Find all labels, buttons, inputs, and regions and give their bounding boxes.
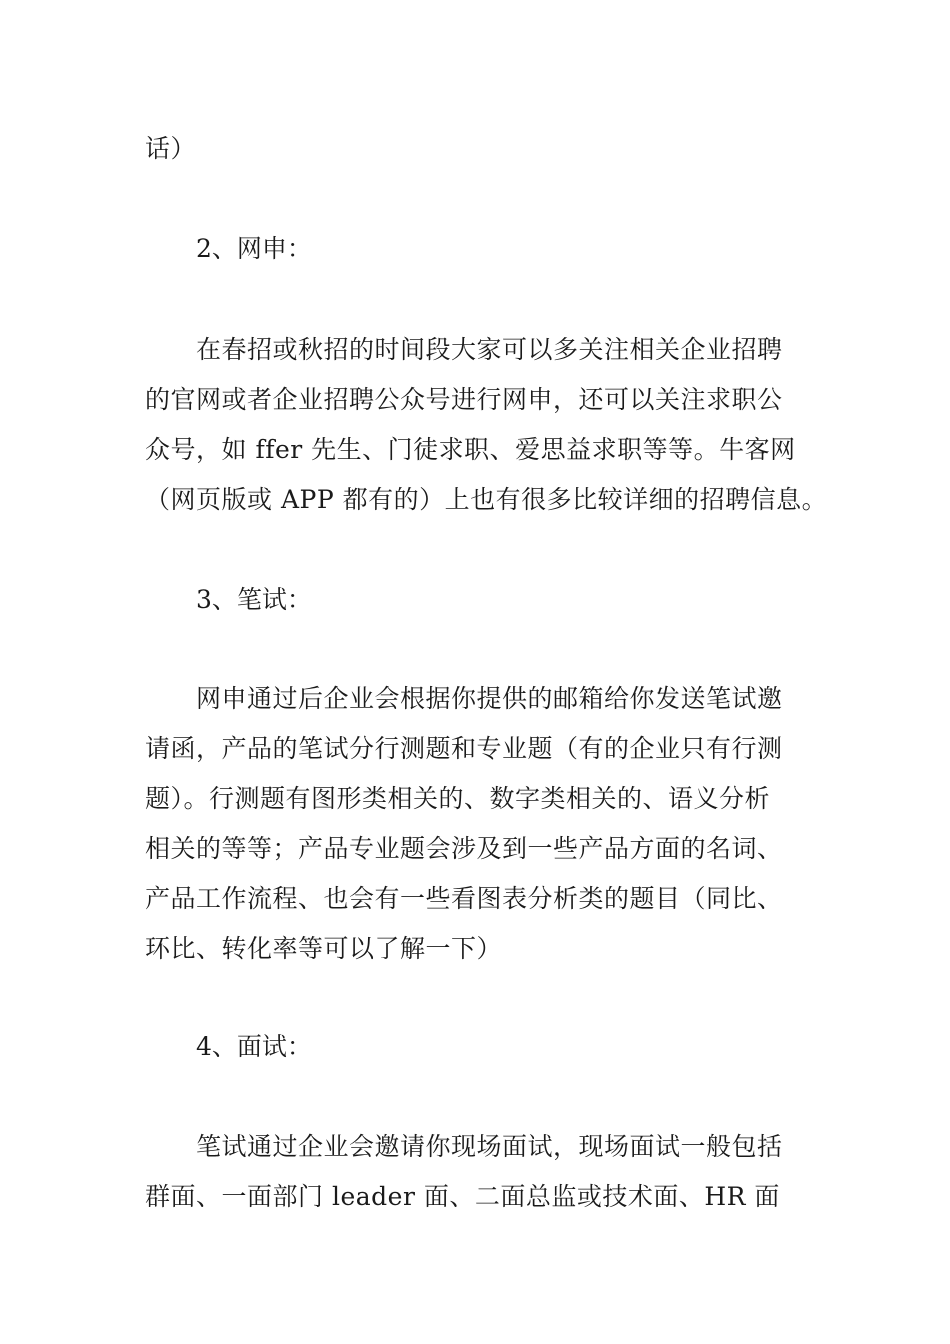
paragraph-line: 笔试通过企业会邀请你现场面试，现场面试一般包括 bbox=[196, 1132, 783, 1161]
paragraph-line: 产品工作流程、也会有一些看图表分析类的题目（同比、 bbox=[145, 884, 783, 913]
continuation-text: 话） bbox=[145, 134, 197, 163]
paragraph-line: （网页版或 APP 都有的）上也有很多比较详细的招聘信息。 bbox=[145, 485, 828, 514]
section-heading-interview: 4、面试： bbox=[196, 1032, 312, 1061]
paragraph-line: 的官网或者企业招聘公众号进行网申，还可以关注求职公 bbox=[145, 385, 783, 414]
paragraph-line: 群面、一面部门 leader 面、二面总监或技术面、HR 面 bbox=[145, 1182, 780, 1211]
section-heading-online-application: 2、网申： bbox=[196, 234, 312, 263]
paragraph-line: 网申通过后企业会根据你提供的邮箱给你发送笔试邀 bbox=[196, 684, 783, 713]
paragraph-line: 题）。行测题有图形类相关的、数字类相关的、语义分析 bbox=[145, 784, 771, 813]
paragraph-line: 请函，产品的笔试分行测题和专业题（有的企业只有行测 bbox=[145, 734, 783, 763]
paragraph-line: 在春招或秋招的时间段大家可以多关注相关企业招聘 bbox=[196, 335, 783, 364]
paragraph-line: 环比、转化率等可以了解一下） bbox=[145, 934, 503, 963]
section-heading-written-test: 3、笔试： bbox=[196, 585, 312, 614]
paragraph-line: 众号，如 ffer 先生、门徒求职、爱思益求职等等。牛客网 bbox=[145, 435, 796, 464]
paragraph-line: 相关的等等；产品专业题会涉及到一些产品方面的名词、 bbox=[145, 834, 783, 863]
